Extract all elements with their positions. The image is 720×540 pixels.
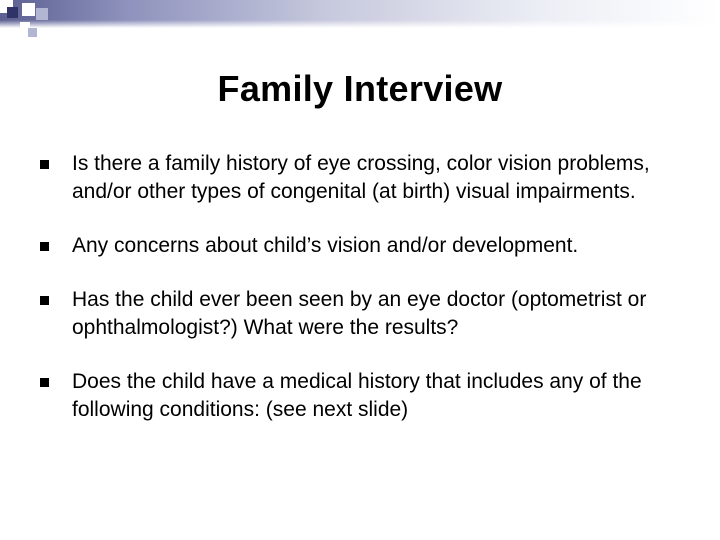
square-bullet-icon [40, 242, 49, 251]
decor-square-dark-1 [7, 7, 18, 18]
bullet-text: Is there a family history of eye crossing, color vision problems, and/or other types of congenital (at birth) visual impairments. [72, 152, 650, 203]
square-bullet-icon [40, 378, 49, 387]
bullet-item [40, 368, 700, 424]
bullet-list [40, 150, 700, 450]
bullet-item [40, 232, 700, 260]
bullet-text: Any concerns about child’s vision and/or development. [72, 234, 579, 257]
decor-square-light-2 [28, 28, 37, 37]
decor-square-light-1 [36, 8, 48, 20]
square-bullet-icon [40, 296, 49, 305]
square-bullet-icon [40, 160, 49, 169]
slide-title: Family Interview [217, 68, 503, 109]
header-gradient-bar [0, 0, 720, 28]
bullet-text: Has the child ever been seen by an eye doctor (optometrist or ophthalmologist?) What were the results? [72, 288, 647, 339]
bullet-item [40, 150, 700, 206]
decor-square-white-2 [22, 3, 35, 16]
bullet-text: Does the child have a medical history that includes any of the following conditions: (see next slide) [72, 370, 642, 421]
bullet-item [40, 286, 700, 342]
